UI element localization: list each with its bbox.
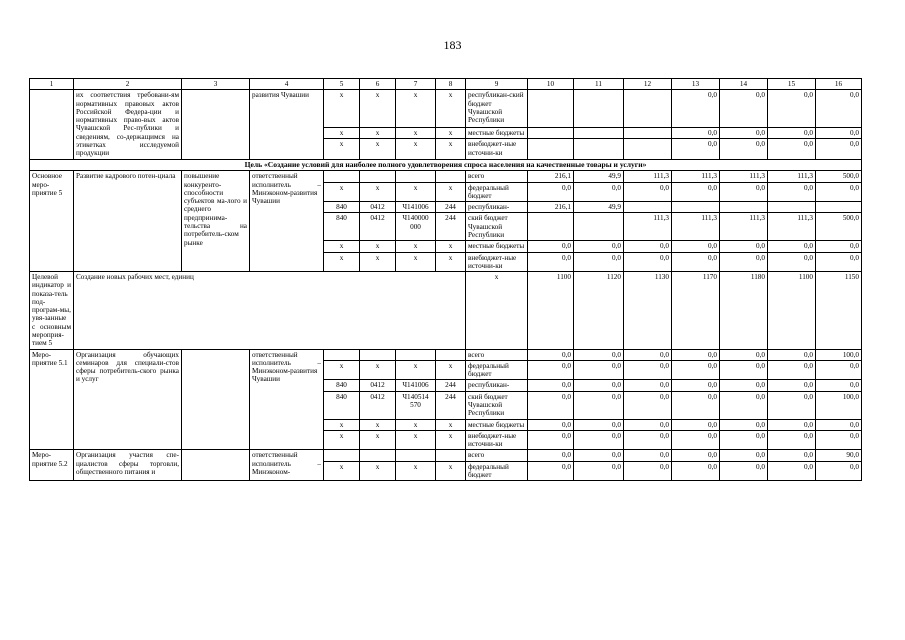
funding-source: всего (466, 349, 528, 360)
value-cell (720, 202, 768, 213)
indicator-name: Целевой индикатор и показа-тель под-програм-мы, увя-занные с основным мероприя-тием 5 (30, 272, 74, 350)
funding-source: местные бюджеты (466, 241, 528, 252)
code-grbs: x (324, 430, 360, 450)
value-cell: 49,9 (574, 202, 624, 213)
header-cell: 2 (74, 79, 182, 90)
code-grbs: x (324, 360, 360, 380)
header-cell: 10 (528, 79, 574, 90)
header-cell: 8 (436, 79, 466, 90)
indicator-value: 1150 (816, 272, 862, 350)
value-cell: 0,0 (528, 182, 574, 202)
indicator-row (30, 272, 862, 350)
responsible-executor: развития Чувашии (250, 90, 324, 159)
indicator-value: 1130 (624, 272, 672, 350)
code-target: x (396, 430, 436, 450)
value-cell: 0,0 (624, 450, 672, 461)
value-cell: 0,0 (574, 252, 624, 272)
header-cell: 11 (574, 79, 624, 90)
code-section (360, 349, 396, 360)
code-grbs: x (324, 90, 360, 127)
goal-title: Цель «Создание условий для наиболее полного удовлетворения спроса населения на качественные товары и услуги» (30, 159, 862, 171)
code-grbs: 840 (324, 213, 360, 241)
value-cell: 0,0 (768, 450, 816, 461)
value-cell: 0,0 (574, 380, 624, 391)
value-cell: 0,0 (672, 380, 720, 391)
value-cell: 0,0 (574, 450, 624, 461)
value-cell (574, 139, 624, 159)
value-cell: 0,0 (816, 139, 862, 159)
value-cell: 0,0 (720, 380, 768, 391)
value-cell: 500,0 (816, 213, 862, 241)
indicator-value: 1100 (528, 272, 574, 350)
activity-description: Организация участия спе-циалистов сферы торговли, общественного питания и (74, 450, 182, 481)
code-section: x (360, 182, 396, 202)
code-expense: x (436, 90, 466, 127)
code-target: x (396, 419, 436, 430)
header-cell: 16 (816, 79, 862, 90)
code-grbs: 840 (324, 202, 360, 213)
funding-source: местные бюджеты (466, 419, 528, 430)
value-cell: 0,0 (816, 241, 862, 252)
code-expense: x (436, 419, 466, 430)
value-cell: 216,1 (528, 171, 574, 182)
code-section: x (360, 360, 396, 380)
activity-name: Меро-приятие 5.2 (30, 450, 74, 481)
value-cell (574, 213, 624, 241)
value-cell: 0,0 (720, 450, 768, 461)
value-cell: 0,0 (574, 461, 624, 481)
value-cell: 0,0 (528, 252, 574, 272)
value-cell: 0,0 (768, 360, 816, 380)
value-cell: 0,0 (574, 360, 624, 380)
code-target: x (396, 252, 436, 272)
funding-source: федеральный бюджет (466, 182, 528, 202)
value-cell: 0,0 (624, 430, 672, 450)
value-cell: 0,0 (768, 139, 816, 159)
code-target: Ч141006 (396, 202, 436, 213)
value-cell: 0,0 (720, 419, 768, 430)
budget-table (29, 78, 862, 481)
code-expense: 244 (436, 202, 466, 213)
empty-cell (182, 90, 250, 159)
indicator-value: 1170 (672, 272, 720, 350)
code-section: x (360, 430, 396, 450)
value-cell: 111,3 (720, 213, 768, 241)
value-cell: 0,0 (528, 349, 574, 360)
code-expense: 244 (436, 391, 466, 419)
responsible-executor: ответственный исполнитель – Минэконом-развития Чувашии (250, 349, 324, 450)
value-cell: 0,0 (816, 127, 862, 139)
header-cell: 5 (324, 79, 360, 90)
value-cell: 0,0 (720, 360, 768, 380)
value-cell: 111,3 (720, 171, 768, 182)
code-section: x (360, 241, 396, 252)
code-grbs: x (324, 127, 360, 139)
page-number: 183 (443, 38, 462, 52)
code-target (396, 349, 436, 360)
value-cell: 216,1 (528, 202, 574, 213)
header-row (30, 79, 862, 90)
code-expense: x (436, 139, 466, 159)
activity-name: Основное меро-приятие 5 (30, 171, 74, 272)
value-cell: 49,9 (574, 171, 624, 182)
code-expense (436, 450, 466, 461)
value-cell: 0,0 (672, 349, 720, 360)
funding-source: республикан-ский бюджет Чувашской Республики (466, 90, 528, 127)
code-target: Ч141006 (396, 380, 436, 391)
value-cell: 0,0 (574, 430, 624, 450)
value-cell: 0,0 (768, 391, 816, 419)
value-cell: 0,0 (624, 182, 672, 202)
value-cell: 500,0 (816, 171, 862, 182)
code-grbs: x (324, 182, 360, 202)
value-cell: 0,0 (672, 450, 720, 461)
value-cell: 0,0 (672, 461, 720, 481)
code-grbs (324, 450, 360, 461)
code-section: x (360, 139, 396, 159)
responsible-executor: ответственный исполнитель – Минэконом- (250, 450, 324, 481)
funding-source: федеральный бюджет (466, 360, 528, 380)
value-cell: 0,0 (768, 349, 816, 360)
code-section: x (360, 127, 396, 139)
value-cell: 0,0 (672, 391, 720, 419)
value-cell (574, 90, 624, 127)
value-cell: 111,3 (624, 171, 672, 182)
value-cell: 0,0 (720, 391, 768, 419)
value-cell: 0,0 (768, 127, 816, 139)
table-row (30, 450, 862, 461)
empty-cell (182, 349, 250, 450)
value-cell: 0,0 (624, 391, 672, 419)
code-section: 0412 (360, 213, 396, 241)
value-cell (768, 202, 816, 213)
value-cell: 0,0 (574, 419, 624, 430)
goal-row (30, 159, 862, 171)
value-cell (624, 139, 672, 159)
funding-source: ский бюджет Чувашской Республики (466, 213, 528, 241)
value-cell: 0,0 (624, 461, 672, 481)
value-cell: 0,0 (528, 380, 574, 391)
code-expense: x (436, 127, 466, 139)
funding-source: внебюджет-ные источни-ки (466, 252, 528, 272)
value-cell: 0,0 (816, 360, 862, 380)
code-expense: x (436, 360, 466, 380)
code-expense: x (436, 182, 466, 202)
funding-source: местные бюджеты (466, 127, 528, 139)
value-cell (624, 127, 672, 139)
value-cell: 0,0 (672, 139, 720, 159)
value-cell: 100,0 (816, 391, 862, 419)
value-cell: 0,0 (574, 391, 624, 419)
code-expense: 244 (436, 213, 466, 241)
value-cell: 0,0 (624, 380, 672, 391)
value-cell: 0,0 (768, 241, 816, 252)
value-cell: 0,0 (816, 252, 862, 272)
value-cell: 0,0 (528, 430, 574, 450)
code-expense: 244 (436, 380, 466, 391)
funding-source: республикан- (466, 380, 528, 391)
value-cell: 0,0 (528, 241, 574, 252)
header-cell: 12 (624, 79, 672, 90)
funding-source: внебюджет-ные источни-ки (466, 430, 528, 450)
value-cell (528, 139, 574, 159)
value-cell: 111,3 (768, 171, 816, 182)
funding-source: ский бюджет Чувашской Республики (466, 391, 528, 419)
value-cell: 0,0 (528, 419, 574, 430)
table-row (30, 90, 862, 127)
table-row (30, 171, 862, 182)
value-cell: 111,3 (624, 213, 672, 241)
code-section: 0412 (360, 202, 396, 213)
code-section: x (360, 461, 396, 481)
code-target: x (396, 241, 436, 252)
value-cell (574, 127, 624, 139)
code-grbs: x (324, 252, 360, 272)
code-grbs (324, 171, 360, 182)
header-cell: 15 (768, 79, 816, 90)
value-cell: 0,0 (720, 461, 768, 481)
indicator-value: 1100 (768, 272, 816, 350)
value-cell: 0,0 (720, 430, 768, 450)
value-cell: 0,0 (816, 461, 862, 481)
value-cell: 0,0 (624, 349, 672, 360)
value-cell: 0,0 (672, 182, 720, 202)
code-section: 0412 (360, 391, 396, 419)
code-section: x (360, 90, 396, 127)
value-cell: 0,0 (528, 391, 574, 419)
activity-goal: повышение конкуренто-способности субъектов ма-лого и среднего предпринима-тельства на потребитель-ском рынке (182, 171, 250, 272)
value-cell: 0,0 (624, 360, 672, 380)
value-cell: 0,0 (768, 182, 816, 202)
header-cell: 9 (466, 79, 528, 90)
code-expense: x (436, 241, 466, 252)
value-cell: 111,3 (768, 213, 816, 241)
code-grbs: x (324, 241, 360, 252)
value-cell: 0,0 (624, 419, 672, 430)
value-cell: 0,0 (720, 349, 768, 360)
value-cell: 0,0 (672, 360, 720, 380)
code-expense: x (436, 430, 466, 450)
value-cell: 111,3 (672, 213, 720, 241)
empty-cell (182, 450, 250, 481)
value-cell (624, 90, 672, 127)
indicator-value: 1180 (720, 272, 768, 350)
value-cell: 0,0 (816, 430, 862, 450)
value-cell: 0,0 (574, 241, 624, 252)
value-cell (672, 202, 720, 213)
funding-source: федеральный бюджет (466, 461, 528, 481)
code-section: 0412 (360, 380, 396, 391)
header-cell: 4 (250, 79, 324, 90)
funding-source: всего (466, 450, 528, 461)
value-cell: 0,0 (720, 241, 768, 252)
code-target: x (396, 182, 436, 202)
value-cell: 0,0 (720, 90, 768, 127)
code-expense (436, 171, 466, 182)
empty-cell (30, 90, 74, 159)
header-cell: 14 (720, 79, 768, 90)
value-cell: 0,0 (768, 252, 816, 272)
value-cell: 0,0 (672, 419, 720, 430)
activity-description: их соответствия требовани-ям нормативных правовых актов Российской Федера-ции и нормативных право-вых актов Чувашской Рес-публики и сведениям, со-держащимся на этикетках исследуемой продукции (74, 90, 182, 159)
value-cell: 0,0 (528, 360, 574, 380)
value-cell: 0,0 (816, 90, 862, 127)
value-cell: 100,0 (816, 349, 862, 360)
code-grbs (324, 349, 360, 360)
value-cell: 0,0 (672, 90, 720, 127)
value-cell (528, 127, 574, 139)
responsible-executor: ответственный исполнитель – Минэконом-развития Чувашии (250, 171, 324, 272)
code-grbs: x (324, 139, 360, 159)
value-cell: 0,0 (816, 380, 862, 391)
value-cell: 0,0 (768, 430, 816, 450)
header-cell: 7 (396, 79, 436, 90)
value-cell: 0,0 (768, 90, 816, 127)
indicator-marker: x (466, 272, 528, 350)
value-cell (816, 202, 862, 213)
value-cell: 90,0 (816, 450, 862, 461)
value-cell: 0,0 (672, 127, 720, 139)
code-section (360, 171, 396, 182)
value-cell: 0,0 (768, 461, 816, 481)
value-cell: 0,0 (528, 450, 574, 461)
value-cell: 0,0 (624, 241, 672, 252)
code-expense: x (436, 252, 466, 272)
header-cell: 3 (182, 79, 250, 90)
code-target (396, 450, 436, 461)
value-cell: 0,0 (720, 139, 768, 159)
code-target: x (396, 360, 436, 380)
code-grbs: 840 (324, 391, 360, 419)
code-target (396, 171, 436, 182)
code-target: Ч140514 570 (396, 391, 436, 419)
code-target: x (396, 461, 436, 481)
code-target: x (396, 127, 436, 139)
code-target: x (396, 139, 436, 159)
indicator-description: Создание новых рабочих мест, единиц (74, 272, 466, 350)
funding-source: внебюджет-ные источни-ки (466, 139, 528, 159)
value-cell: 0,0 (574, 349, 624, 360)
value-cell (528, 90, 574, 127)
header-cell: 6 (360, 79, 396, 90)
code-grbs: x (324, 461, 360, 481)
value-cell: 0,0 (672, 252, 720, 272)
code-expense: x (436, 461, 466, 481)
value-cell: 111,3 (672, 171, 720, 182)
code-target: x (396, 90, 436, 127)
value-cell: 0,0 (768, 380, 816, 391)
code-expense (436, 349, 466, 360)
value-cell (528, 213, 574, 241)
table-row (30, 349, 862, 360)
header-cell: 13 (672, 79, 720, 90)
value-cell: 0,0 (672, 430, 720, 450)
value-cell: 0,0 (816, 182, 862, 202)
value-cell: 0,0 (528, 461, 574, 481)
code-grbs: x (324, 419, 360, 430)
header-cell: 1 (30, 79, 74, 90)
value-cell: 0,0 (720, 127, 768, 139)
code-section (360, 450, 396, 461)
funding-source: всего (466, 171, 528, 182)
code-section: x (360, 419, 396, 430)
value-cell: 0,0 (816, 419, 862, 430)
value-cell: 0,0 (574, 182, 624, 202)
value-cell: 0,0 (672, 241, 720, 252)
funding-source: республикан- (466, 202, 528, 213)
indicator-value: 1120 (574, 272, 624, 350)
value-cell: 0,0 (720, 252, 768, 272)
activity-description: Организация обучающих семинаров для специали-стов сферы потребитель-ского рынка и услуг (74, 349, 182, 450)
code-target: Ч140000 000 (396, 213, 436, 241)
value-cell: 0,0 (624, 252, 672, 272)
value-cell (624, 202, 672, 213)
activity-description: Развитие кадрового потен-циала (74, 171, 182, 272)
value-cell: 0,0 (768, 419, 816, 430)
value-cell: 0,0 (720, 182, 768, 202)
code-grbs: 840 (324, 380, 360, 391)
code-section: x (360, 252, 396, 272)
activity-name: Меро-приятие 5.1 (30, 349, 74, 450)
